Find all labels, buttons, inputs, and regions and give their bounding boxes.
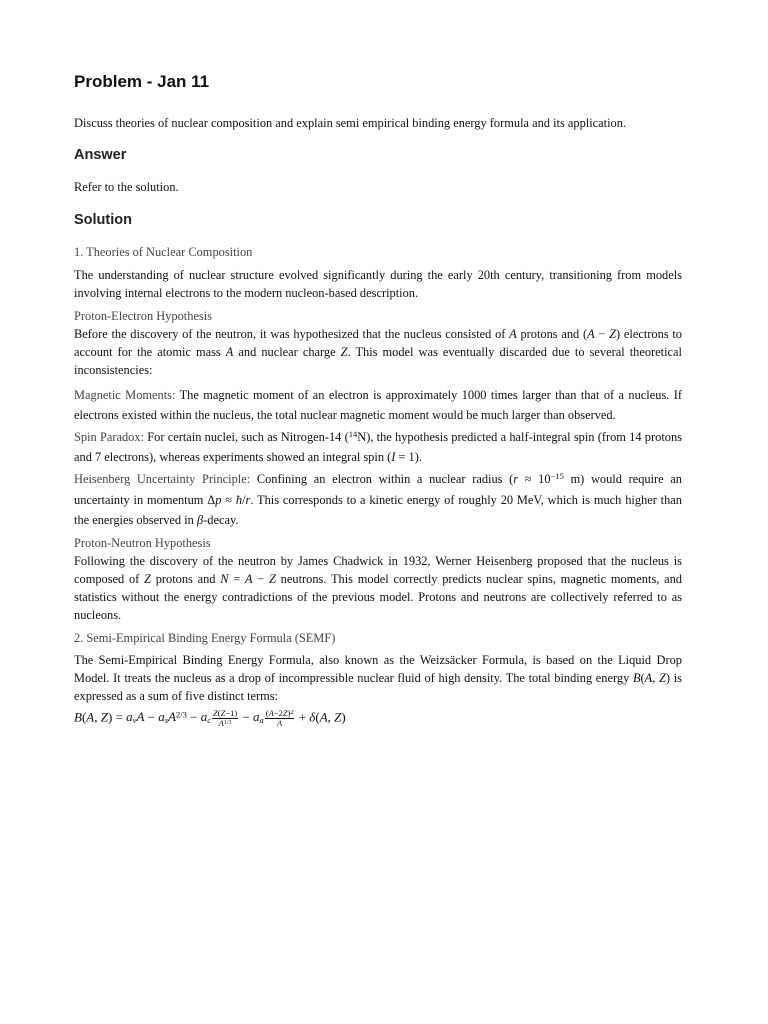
answer-heading: Answer [74, 147, 127, 163]
answer-text: Refer to the solution. [74, 180, 179, 194]
spin-paradox-item: Spin Paradox: For certain nuclei, such as Nitrogen-14 ($^{14}$N), the hypothesis predicted a half-integral spin (from 14 protons and 7 electrons), whereas experiments showed an integral spin (I = 1). [74, 429, 682, 464]
section2-title: 2. Semi-Empirical Binding Energy Formula (SEMF) [74, 631, 336, 645]
section1-title: 1. Theories of Nuclear Composition [74, 245, 253, 259]
spin-paradox-label: Spin Paradox: [74, 430, 145, 444]
proton-electron-text: Before the discovery of the neutron, it was hypothesized that the nucleus consisted of A protons and (A − Z) electrons to account for the atomic mass A and nuclear charge Z. This model was eventually discarded due to several theoretical inconsistencies: [74, 327, 683, 377]
proton-neutron-title: Proton-Neutron Hypothesis [74, 536, 211, 550]
uncertainty-item: Heisenberg Uncertainty Principle: Confining an electron within a nuclear radius ($r \approx 10^{-15}$ m) would require an uncertainty in momentum Δp ≈ ħ/r. This corresponds to a kinetic energy of roughly 20 MeV, which is much higher than the energies observed in β-decay. [74, 471, 682, 527]
section1-intro: The understanding of nuclear structure evolved significantly during the early 20th century, transitioning from models involving internal electrons to the modern nucleon-based description. [74, 268, 682, 300]
solution-heading: Solution [74, 212, 132, 228]
uncertainty-label: Heisenberg Uncertainty Principle: [74, 472, 251, 486]
magnetic-moments-label: Magnetic Moments: [74, 388, 176, 402]
question-text: Discuss theories of nuclear composition and explain semi empirical binding energy formula and its application. [74, 116, 627, 130]
proton-electron-title: Proton-Electron Hypothesis [74, 309, 212, 323]
section2-text: The Semi-Empirical Binding Energy Formula, also known as the Weizsäcker Formula, is based on the Liquid Drop Model. It treats the nucleus as a drop of incompressible nuclear fluid of high density. The total binding energy B(A, Z) is expressed as a sum of five distinct terms: [74, 653, 682, 703]
semf-equation: B(A, $Z) = a_vA - a_sA^{2/3} - a_c$ $\frac{Z(Z-1)}{A^{1/3}}$ − $a_a$ $\frac{(A-2Z)^2}{A}$ + δ(A, Z) [74, 708, 346, 728]
page-title: Problem - Jan 11 [74, 72, 210, 91]
magnetic-moments-item: Magnetic Moments: The magnetic moment of an electron is approximately 1000 times larger than that of a nucleus. If electrons existed within the nucleus, the total nuclear magnetic moment would be much larger than observed. [74, 388, 682, 422]
proton-neutron-text: Following the discovery of the neutron by James Chadwick in 1932, Werner Heisenberg proposed that the nucleus is composed of Z protons and N = A − Z neutrons. This model correctly predicts nuclear spins, magnetic moments, and statistics without the energy contradictions of the previous model. Protons and neutrons are collectively referred to as nucleons. [74, 554, 682, 622]
